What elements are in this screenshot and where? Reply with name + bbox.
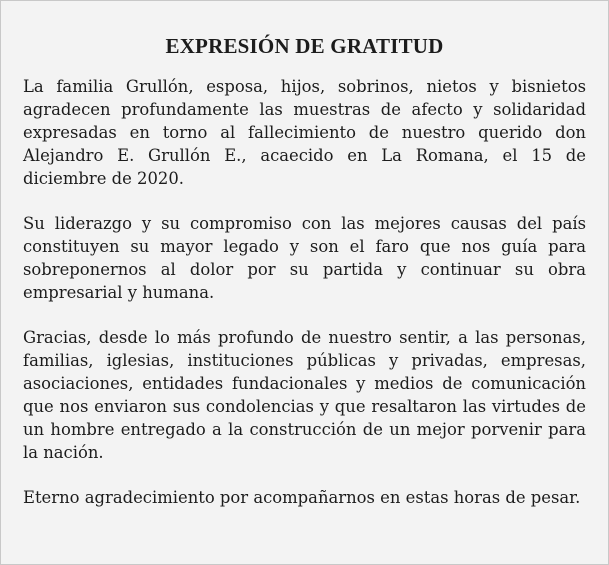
paragraph-family-thanks: La familia Grullón, esposa, hijos, sobrinos, nietos y bisnietos agradecen profundamente las muestras de afecto y solidaridad expresadas en torno al fallecimiento de nuestro querido don Alejandro E. Grullón E., acaecido en La Romana, el 15 de diciembre de 2020. <box>23 77 586 188</box>
paragraph-legacy: Su liderazgo y su compromiso con las mejores causas del país constituyen su mayor legado y son el faro que nos guía para sobreponernos al dolor por su partida y continuar su obra empresarial y humana. <box>23 214 586 302</box>
paragraph-gratitude-list: Gracias, desde lo más profundo de nuestro sentir, a las personas, familias, iglesias, instituciones públicas y privadas, empresas, asociaciones, entidades fundacionales y medios de comunicación que nos enviaron sus condolencias y que resaltaron las virtudes de un hombre entregado a la construcción de un mejor porvenir para la nación. <box>23 328 586 462</box>
paragraph-closing: Eterno agradecimiento por acompañarnos en estas horas de pesar. <box>23 488 581 507</box>
notice-title: EXPRESIÓN DE GRATITUD <box>165 34 444 58</box>
